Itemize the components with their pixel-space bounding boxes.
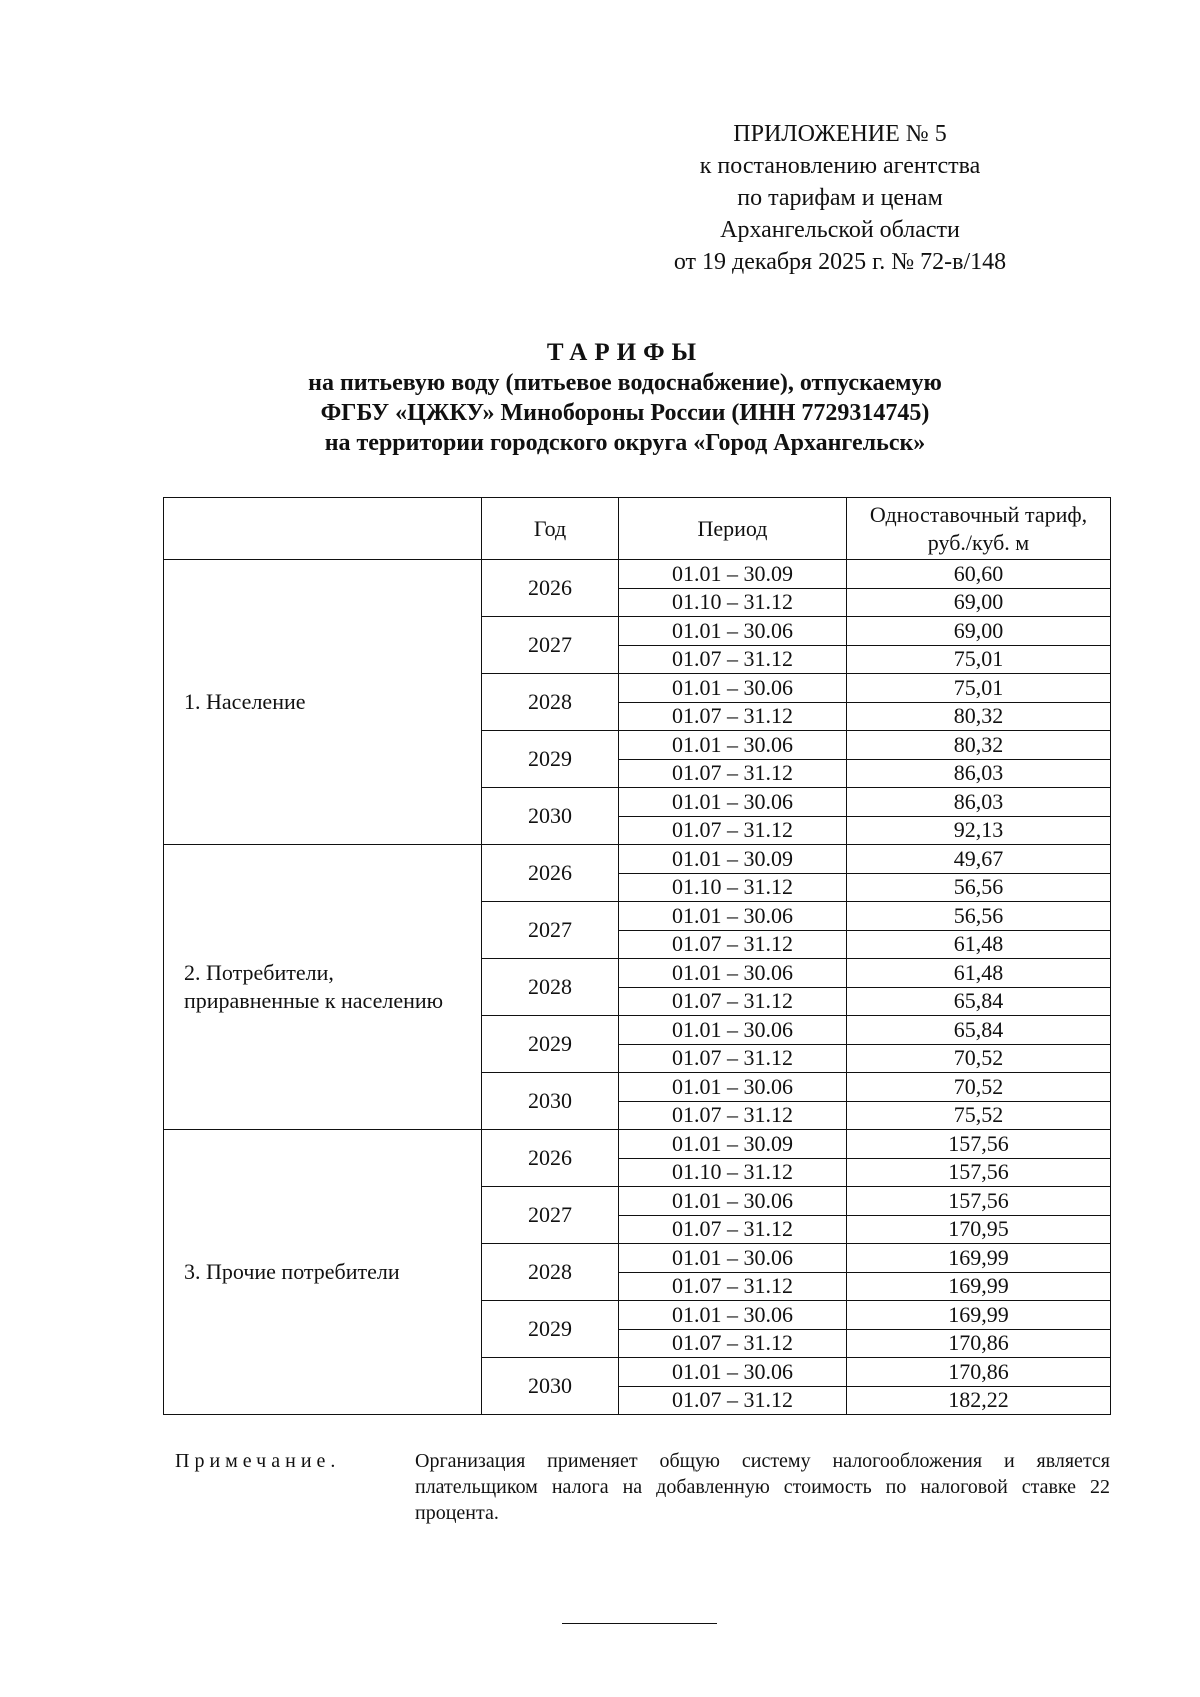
tariff-cell: 92,13	[847, 816, 1111, 845]
category-cell: 1. Население	[164, 560, 482, 845]
period-cell: 01.07 – 31.12	[619, 930, 847, 959]
period-cell: 01.07 – 31.12	[619, 1272, 847, 1301]
category-cell: 3. Прочие потребители	[164, 1130, 482, 1415]
tariff-cell: 157,56	[847, 1130, 1111, 1159]
period-cell: 01.07 – 31.12	[619, 987, 847, 1016]
period-cell: 01.01 – 30.06	[619, 1358, 847, 1387]
period-cell: 01.07 – 31.12	[619, 1386, 847, 1415]
column-header-tariff: Одноставочный тариф, руб./куб. м	[847, 498, 1111, 560]
tariff-cell: 80,32	[847, 702, 1111, 731]
year-cell: 2026	[482, 1130, 619, 1187]
year-cell: 2026	[482, 845, 619, 902]
year-cell: 2030	[482, 788, 619, 845]
tariff-cell: 60,60	[847, 560, 1111, 589]
year-cell: 2030	[482, 1073, 619, 1130]
tariff-cell: 56,56	[847, 902, 1111, 931]
table-row	[164, 560, 1111, 589]
period-cell: 01.07 – 31.12	[619, 1329, 847, 1358]
period-cell: 01.01 – 30.06	[619, 902, 847, 931]
period-cell: 01.01 – 30.06	[619, 788, 847, 817]
column-header-year: Год	[482, 498, 619, 560]
appendix-header	[620, 118, 1060, 278]
period-cell: 01.07 – 31.12	[619, 645, 847, 674]
period-cell: 01.07 – 31.12	[619, 702, 847, 731]
period-cell: 01.07 – 31.12	[619, 1215, 847, 1244]
period-cell: 01.10 – 31.12	[619, 1158, 847, 1187]
tariff-cell: 157,56	[847, 1187, 1111, 1216]
year-cell: 2027	[482, 902, 619, 959]
table-header-row	[164, 498, 1111, 560]
tariff-table	[163, 497, 1111, 1415]
year-cell: 2027	[482, 1187, 619, 1244]
appendix-date-number: от 19 декабря 2025 г. № 72-в/148	[673, 249, 1007, 275]
main-title: ТАРИФЫ	[546, 339, 704, 366]
tariff-cell: 56,56	[847, 873, 1111, 902]
tariff-cell: 65,84	[847, 987, 1111, 1016]
period-cell: 01.01 – 30.06	[619, 731, 847, 760]
appendix-ref-line: по тарифам и ценам	[737, 185, 943, 211]
period-cell: 01.01 – 30.06	[619, 617, 847, 646]
period-cell: 01.01 – 30.09	[619, 845, 847, 874]
table-body	[164, 560, 1111, 1415]
period-cell: 01.01 – 30.06	[619, 959, 847, 988]
year-cell: 2026	[482, 560, 619, 617]
tariff-cell: 69,00	[847, 617, 1111, 646]
period-cell: 01.01 – 30.06	[619, 1187, 847, 1216]
tariff-cell: 170,95	[847, 1215, 1111, 1244]
tariff-cell: 182,22	[847, 1386, 1111, 1415]
tariff-cell: 169,99	[847, 1301, 1111, 1330]
tariff-cell: 70,52	[847, 1073, 1111, 1102]
year-cell: 2029	[482, 731, 619, 788]
tariff-cell: 65,84	[847, 1016, 1111, 1045]
tariff-cell: 170,86	[847, 1329, 1111, 1358]
tariff-cell: 49,67	[847, 845, 1111, 874]
tariff-cell: 70,52	[847, 1044, 1111, 1073]
tariff-cell: 80,32	[847, 731, 1111, 760]
period-cell: 01.10 – 31.12	[619, 588, 847, 617]
appendix-ref-line: к постановлению агентства	[699, 153, 981, 179]
tariff-cell: 86,03	[847, 759, 1111, 788]
document-title	[150, 338, 1100, 458]
year-cell: 2028	[482, 1244, 619, 1301]
year-cell: 2030	[482, 1358, 619, 1415]
tariff-cell: 170,86	[847, 1358, 1111, 1387]
period-cell: 01.01 – 30.09	[619, 1130, 847, 1159]
period-cell: 01.07 – 31.12	[619, 759, 847, 788]
tariff-cell: 61,48	[847, 930, 1111, 959]
column-header-category	[164, 498, 482, 560]
table-row	[164, 1130, 1111, 1159]
table-row	[164, 845, 1111, 874]
tariff-cell: 75,01	[847, 674, 1111, 703]
year-cell: 2029	[482, 1301, 619, 1358]
year-cell: 2028	[482, 674, 619, 731]
tariff-cell: 169,99	[847, 1244, 1111, 1273]
tariff-cell: 157,56	[847, 1158, 1111, 1187]
subtitle-line: на питьевую воду (питьевое водоснабжение), отпускаемую	[308, 370, 942, 396]
year-cell: 2029	[482, 1016, 619, 1073]
period-cell: 01.01 – 30.06	[619, 674, 847, 703]
period-cell: 01.10 – 31.12	[619, 873, 847, 902]
tariff-cell: 75,52	[847, 1101, 1111, 1130]
note-label: Примечание.	[175, 1450, 341, 1472]
column-header-period: Период	[619, 498, 847, 560]
period-cell: 01.01 – 30.06	[619, 1301, 847, 1330]
appendix-ref-line: Архангельской области	[720, 217, 960, 243]
note-text: Организация применяет общую систему налогообложения и является плательщиком налога на добавленную стоимость по налоговой ставке 22 процента.	[415, 1450, 1110, 1524]
tariff-cell: 86,03	[847, 788, 1111, 817]
period-cell: 01.01 – 30.09	[619, 560, 847, 589]
subtitle-line: ФГБУ «ЦЖКУ» Минобороны России (ИНН 7729314745)	[320, 400, 930, 426]
tariff-cell: 61,48	[847, 959, 1111, 988]
end-divider	[562, 1623, 717, 1624]
subtitle-line: на территории городского округа «Город Архангельск»	[324, 430, 926, 456]
period-cell: 01.07 – 31.12	[619, 1044, 847, 1073]
period-cell: 01.07 – 31.12	[619, 816, 847, 845]
note	[175, 1448, 1110, 1526]
category-cell: 2. Потребители, приравненные к населению	[164, 845, 482, 1130]
year-cell: 2028	[482, 959, 619, 1016]
period-cell: 01.01 – 30.06	[619, 1016, 847, 1045]
tariff-cell: 69,00	[847, 588, 1111, 617]
period-cell: 01.01 – 30.06	[619, 1073, 847, 1102]
tariff-cell: 169,99	[847, 1272, 1111, 1301]
year-cell: 2027	[482, 617, 619, 674]
tariff-cell: 75,01	[847, 645, 1111, 674]
period-cell: 01.01 – 30.06	[619, 1244, 847, 1273]
period-cell: 01.07 – 31.12	[619, 1101, 847, 1130]
appendix-number: ПРИЛОЖЕНИЕ № 5	[733, 121, 947, 147]
